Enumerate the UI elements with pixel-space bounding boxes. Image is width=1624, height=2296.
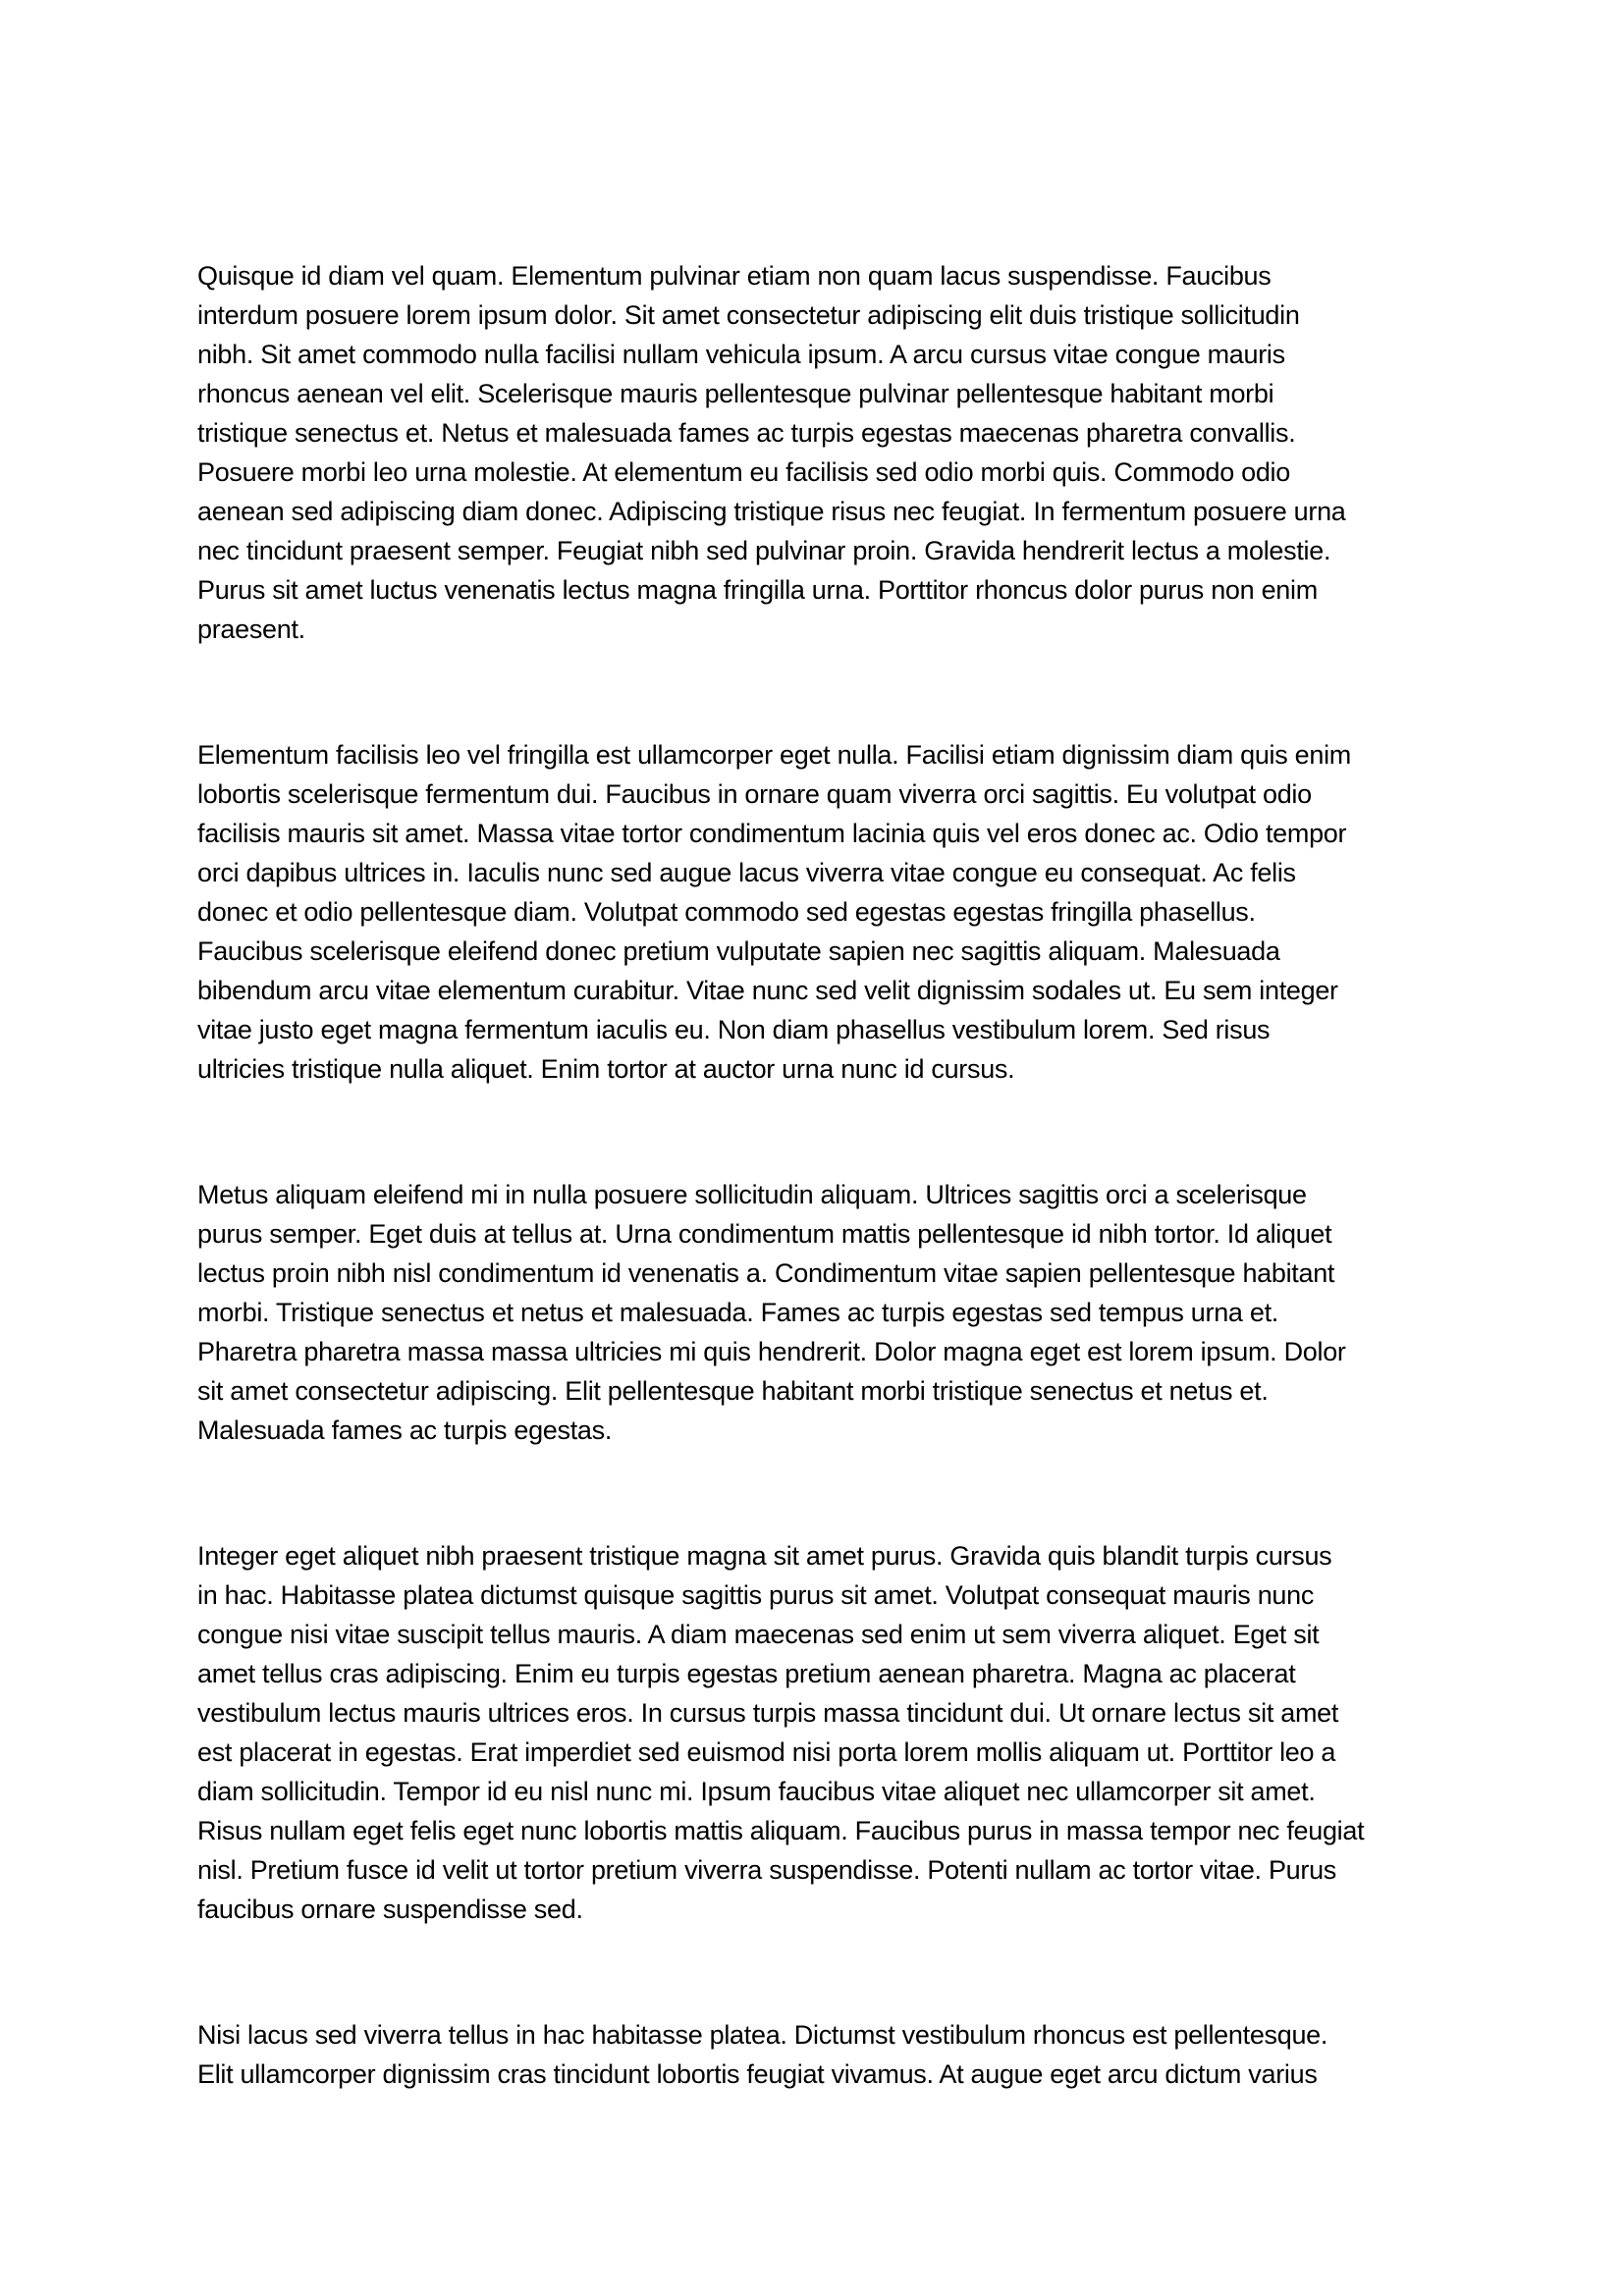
text-line: morbi. Tristique senectus et netus et malesuada. Fames ac turpis egestas sed tempus urna et. [197, 1298, 1278, 1327]
text-line: Malesuada fames ac turpis egestas. [197, 1415, 613, 1445]
text-line: facilisis mauris sit amet. Massa vitae tortor condimentum lacinia quis vel eros donec ac. Odio tempor [197, 819, 1347, 848]
text-line: orci dapibus ultrices in. Iaculis nunc sed augue lacus viverra vitae congue eu consequat. Ac felis [197, 858, 1296, 887]
text-line: rhoncus aenean vel elit. Scelerisque mauris pellentesque pulvinar pellentesque habitant morbi [197, 379, 1274, 408]
text-line: aenean sed adipiscing diam donec. Adipiscing tristique risus nec feugiat. In fermentum posuere urna [197, 497, 1346, 526]
text-line: donec et odio pellentesque diam. Volutpat commodo sed egestas egestas fringilla phasellus. [197, 897, 1256, 927]
paragraph [197, 1175, 1428, 1450]
text-line: vitae justo eget magna fermentum iaculis eu. Non diam phasellus vestibulum lorem. Sed risus [197, 1015, 1271, 1044]
text-line: interdum posuere lorem ipsum dolor. Sit amet consectetur adipiscing elit duis tristique sollicitudin [197, 300, 1300, 330]
paragraph [197, 256, 1428, 649]
text-line: Nisi lacus sed viverra tellus in hac habitasse platea. Dictumst vestibulum rhoncus est pellentesque. [197, 2020, 1328, 2050]
text-line: congue nisi vitae suscipit tellus mauris. A diam maecenas sed enim ut sem viverra aliquet. Eget sit [197, 1620, 1320, 1649]
text-line: Posuere morbi leo urna molestie. At elementum eu facilisis sed odio morbi quis. Commodo odio [197, 457, 1290, 487]
text-line: diam sollicitudin. Tempor id eu nisl nunc mi. Ipsum faucibus vitae aliquet nec ullamcorper sit amet. [197, 1777, 1316, 1806]
document-text [197, 256, 1428, 2094]
text-line: amet tellus cras adipiscing. Enim eu turpis egestas pretium aenean pharetra. Magna ac placerat [197, 1659, 1296, 1688]
text-line: in hac. Habitasse platea dictumst quisque sagittis purus sit amet. Volutpat consequat mauris nunc [197, 1580, 1315, 1610]
text-line: tristique senectus et. Netus et malesuada fames ac turpis egestas maecenas pharetra convallis. [197, 418, 1296, 448]
text-line: Elementum facilisis leo vel fringilla est ullamcorper eget nulla. Facilisi etiam dignissim diam quis enim [197, 740, 1351, 770]
text-line: nibh. Sit amet commodo nulla facilisi nullam vehicula ipsum. A arcu cursus vitae congue mauris [197, 340, 1285, 369]
text-line: Elit ullamcorper dignissim cras tincidunt lobortis feugiat vivamus. At augue eget arcu dictum varius [197, 2059, 1318, 2089]
text-line: nec tincidunt praesent semper. Feugiat nibh sed pulvinar proin. Gravida hendrerit lectus a molestie. [197, 536, 1331, 565]
paragraph [197, 2015, 1428, 2094]
text-line: Metus aliquam eleifend mi in nulla posuere sollicitudin aliquam. Ultrices sagittis orci a scelerisque [197, 1180, 1307, 1209]
text-line: purus semper. Eget duis at tellus at. Urna condimentum mattis pellentesque id nibh tortor. Id aliquet [197, 1219, 1332, 1249]
text-line: ultricies tristique nulla aliquet. Enim tortor at auctor urna nunc id cursus. [197, 1054, 1015, 1084]
paragraph [197, 1536, 1428, 1929]
text-line: lectus proin nibh nisl condimentum id venenatis a. Condimentum vitae sapien pellentesque habitant [197, 1258, 1335, 1288]
text-line: Purus sit amet luctus venenatis lectus magna fringilla urna. Porttitor rhoncus dolor purus non enim [197, 575, 1318, 605]
text-line: faucibus ornare suspendisse sed. [197, 1895, 583, 1924]
text-line: est placerat in egestas. Erat imperdiet sed euismod nisi porta lorem mollis aliquam ut. Porttitor leo a [197, 1737, 1336, 1767]
text-line: Risus nullam eget felis eget nunc lobortis mattis aliquam. Faucibus purus in massa tempor nec feugiat [197, 1816, 1365, 1845]
text-line: Quisque id diam vel quam. Elementum pulvinar etiam non quam lacus suspendisse. Faucibus [197, 261, 1272, 291]
text-line: Integer eget aliquet nibh praesent tristique magna sit amet purus. Gravida quis blandit turpis cursus [197, 1541, 1332, 1571]
text-line: nisl. Pretium fusce id velit ut tortor pretium viverra suspendisse. Potenti nullam ac tortor vitae. Purus [197, 1855, 1336, 1885]
text-line: vestibulum lectus mauris ultrices eros. In cursus turpis massa tincidunt dui. Ut ornare lectus sit amet [197, 1698, 1339, 1728]
text-line: lobortis scelerisque fermentum dui. Faucibus in ornare quam viverra orci sagittis. Eu volutpat odio [197, 779, 1312, 809]
text-line: praesent. [197, 614, 305, 644]
text-line: bibendum arcu vitae elementum curabitur. Vitae nunc sed velit dignissim sodales ut. Eu sem integer [197, 976, 1338, 1005]
paragraph [197, 735, 1428, 1089]
text-line: Pharetra pharetra massa massa ultricies mi quis hendrerit. Dolor magna eget est lorem ipsum. Dolor [197, 1337, 1346, 1366]
text-line: Faucibus scelerisque eleifend donec pretium vulputate sapien nec sagittis aliquam. Malesuada [197, 936, 1280, 966]
text-line: sit amet consectetur adipiscing. Elit pellentesque habitant morbi tristique senectus et netus et. [197, 1376, 1269, 1406]
